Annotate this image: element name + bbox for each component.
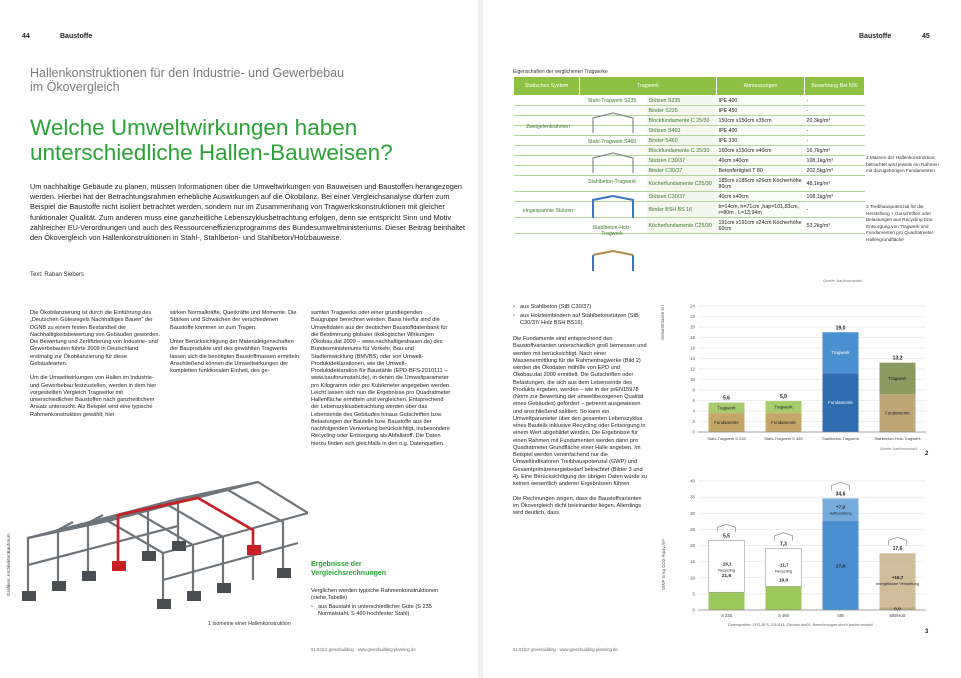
subheading: Ergebnisse der Vergleichsrechnungen xyxy=(311,561,387,577)
tick-label: 16 xyxy=(690,345,695,351)
table-header: Bewehrung Bst 500 xyxy=(805,77,865,96)
segment-label: Fundamente xyxy=(828,400,853,406)
table-row xyxy=(514,218,865,234)
herstellung-label: 21,6 xyxy=(721,574,732,580)
table-cell: Köcherfundamente C25/30 xyxy=(647,218,717,234)
tragwerk-label: Stahlbeton-Tragwerk xyxy=(588,179,636,185)
net-label: 34,6 xyxy=(835,491,846,498)
footer: 01-02|12 greenbuilding · www.greenbuilding-planning.de xyxy=(513,647,618,652)
mass-chart-source: Quelle: bauforumstahl xyxy=(880,447,918,451)
frame-icon xyxy=(718,524,736,532)
eol-label: Recycling xyxy=(718,567,735,573)
bullet-2 xyxy=(513,313,648,328)
figure-number-3: 3 xyxy=(925,629,929,635)
table-cell: - xyxy=(805,202,865,218)
table-cell: 16,7kg/m³ xyxy=(805,146,865,156)
table-cell: 48,1kg/m³ xyxy=(805,176,865,192)
table-cell xyxy=(514,96,580,106)
bullet-text: aus Baustahl in unterschiedlicher Güte (S 235 Normalstahl, S 460 hochfester Stahl) xyxy=(318,604,432,618)
table-row xyxy=(514,96,865,106)
tick-label: 40 xyxy=(690,478,695,484)
total-label: 5,9 xyxy=(780,394,787,401)
table-row xyxy=(514,192,865,202)
tragwerk-label: Stahl-Tragwerk S235 xyxy=(587,98,637,104)
table-title: Eigenschaften der verglichenen Tragwerke xyxy=(513,69,608,75)
tick-label: 4 xyxy=(692,408,695,414)
mass-chart-ylabel: Gesamtmasse in t xyxy=(660,304,665,340)
table-cell xyxy=(514,146,580,156)
category-label: Stahl-Tragwerk S 235 xyxy=(707,436,746,441)
table-cell: 150cm x150cm x35cm xyxy=(717,116,805,126)
segment-label: Fundamente xyxy=(885,410,910,416)
table-cell xyxy=(514,136,580,146)
table-cell: 185cm x185cm x26cm Köcherhöhe 80cm xyxy=(717,176,805,192)
category-label: StB/Holz xyxy=(889,613,906,618)
gwp-chart-ylabel: GWP in kg CO2-Äquiv./m² xyxy=(661,539,666,590)
table-row xyxy=(514,176,865,192)
table-cell: 108,1kg/m³ xyxy=(805,156,865,166)
net-label: 5,5 xyxy=(723,533,730,540)
table-cell: Binder BSH BS 16 xyxy=(647,202,717,218)
table-cell: IPE 330 xyxy=(717,136,805,146)
herstellung-label: 19,0 xyxy=(778,578,789,584)
bullet-text: aus Holzleimbindern auf Stahlbetonstützen (StB C30/37/ Holz BSH BS16). xyxy=(520,313,639,327)
table-header: Tragwerk xyxy=(580,77,717,96)
frame-icon xyxy=(889,537,907,545)
table-row xyxy=(514,156,865,166)
table-cell: 20,3kg/m³ xyxy=(805,116,865,126)
segment-label: Tragwerk xyxy=(888,375,907,381)
table-cell: 108,1kg/m³ xyxy=(805,192,865,202)
total-label: 5,6 xyxy=(723,395,730,402)
tick-label: 6 xyxy=(692,398,695,403)
body-column-3: samten Tragwerks oder einer grundlegenden Baugruppe berechnet werden. Basis hierfür sind die Umweltdaten aus der deutschen Baustoffdatenbank für die Bestimmung globaler ökologischer Wirkungen (Ökobau.dat 2009 – www.nachhaltigesbauen.de) des Bundesministeriums für Verkehr, Bau und Stadtentwicklung (BMVBS) oder von Umwelt-Produktdeklarationen, wie die Umwelt-Produktdeklaration für Baustähle (EPD-BFS-2010111 – www.bauforumstahl.de), in denen die Umweltparameter pro Kilogramm oder pro Kubikmeter angegeben werden. Leicht lassen sich nun die Ergebnisse pro Quadratmeter Hallenfläche ermitteln und vergleichen. Entsprechend der Lebenszyklusbetrachtung werden über das Lebensende des Gebäudes hinaus Gutschriften bzw. Belastungen der Bauteile bzw. Baustoffe aus der nachfolgenden Verwertung berücksichtigt, insbesondere Recycling oder Entsorgung als Abfallstoff. Die Daten hierzu finden sich gleichfalls in den o.g. Datenquellen. xyxy=(311,310,451,447)
table-cell: Stützen C30/37 xyxy=(647,156,717,166)
table-cell: Binder S235 xyxy=(647,106,717,116)
tragwerk-label: Stahl-Tragwerk S460 xyxy=(587,139,637,145)
body-column-3b: Verglichen werden typische Rahmenkonstruktionen (siehe Tabelle) xyxy=(311,588,439,602)
gwp-chart xyxy=(676,475,938,630)
table-cell xyxy=(514,218,580,234)
table-header: Statisches System xyxy=(514,77,580,96)
table-cell: b=14cm, h=71cm ,hap=101,83cm, r=80m , L=13,94m xyxy=(717,202,805,218)
table-cell: - xyxy=(805,136,865,146)
table-source: Quelle: bauforumstahl xyxy=(823,278,863,283)
eol-label: Aufbereitung xyxy=(829,510,852,516)
tick-label: 8 xyxy=(692,387,695,393)
table-cell: IPE 450 xyxy=(717,106,805,116)
table-cell: Stützen C30/37 xyxy=(647,192,717,202)
table-cell xyxy=(514,176,580,192)
side-note-3: 3 Treibhauspotenzial für die Herstellung + Gutschriften oder Belastungen aus Recycling bzw. Entsorgung von Tragwerk und Fundamenten pro Quadratmeter Hallengrundfläche xyxy=(866,204,934,242)
table-row xyxy=(514,106,865,116)
hall-isometric-figure xyxy=(18,395,308,635)
table-header: Abmessungen xyxy=(717,77,805,96)
tragwerk-label: Stahlbeton-Holz-Tragwerk xyxy=(592,225,632,237)
table-cell: Blockfundamente C 25/30 xyxy=(647,146,717,156)
tick-label: 5 xyxy=(692,591,695,597)
table-cell: 53,2kg/m³ xyxy=(805,218,865,234)
table-cell: Betonfertigteil T 80 xyxy=(717,166,805,176)
bullet-steel xyxy=(311,604,451,619)
net-label: 17,6 xyxy=(892,546,903,553)
total-label: 13,2 xyxy=(892,355,903,362)
eol-value: +16,7 xyxy=(891,575,904,581)
body-text: Die Fundamente sind entsprechend den Baustoffvarianten unterschiedlich groß bemessen und werden mit berücksichtigt. Nach einer Massenermittlung für die Rahmentragwerke (Bild 2) werden die Ökodaten mithilfe von EPD und Ökobau.dat 2009 ermittelt. Die Gutschriften oder Belastungen, die sich aus dem Lebensende des Produkts ergeben, werden – wie in der prEN15978 (Norm zur Bewertung der umweltbezogenen Qualität eines Gebäudes) gefordert – getrennt ausgewiesen und anschließend saldiert. So kann ein Umweltparameter über den gesamten Lebenszyklus eines Bauteils inklusive Recycling oder Entsorgung in einem Wert abgebildet werden. Die Ergebnisse für einen Rahmen mit Fundamenten werden dann pro Quadratmeter Grundfläche einer Halle angeben. Im Beispiel werden vereinfachend nur die Umweltindikatoren Treibhauspotenzial (GWP) und Gesamtprimärenergiebedarf betrachtet (Bilder 3 und 4). Eine Berücksichtigung der übrigen Daten würde zu keinen wesentlich anderen Ergebnissen führen. Die Rechnungen zeigen, dass die Baustoffvarianten im Ökovergleich dicht beieinander liegen. Allerdings wird deutlich, dass xyxy=(513,336,648,516)
segment-label: Tragwerk xyxy=(774,404,793,410)
table-cell: 191cm x191cm x24cm Köcherhöhe 60cm xyxy=(717,218,805,234)
segment-label: Fundamente xyxy=(714,420,739,426)
photo-credit: Grafiken: ArchitektenBauforum xyxy=(6,533,11,596)
system-label: eingespannte Stützen xyxy=(522,208,574,214)
bullet-icon: • xyxy=(311,604,313,610)
left-page xyxy=(0,0,478,678)
eol-label: Recycling xyxy=(775,568,792,574)
table-cell: 40cm x40cm xyxy=(717,156,805,166)
category-label: Stahl-Tragwerk S 460 xyxy=(764,436,803,441)
table-row xyxy=(514,146,865,156)
tick-label: 20 xyxy=(690,543,695,548)
tick-label: 24 xyxy=(690,303,695,309)
figure-caption: 1 Isometrie einer Hallenkonstruktion xyxy=(208,621,291,627)
footer: 01-02|12 greenbuilding · www.greenbuilding-planning.de xyxy=(311,647,416,652)
system-label: Zweigelenkrahmen xyxy=(526,124,570,130)
table-cell xyxy=(514,166,580,176)
tick-label: 14 xyxy=(690,356,695,361)
page-number: 45 xyxy=(922,33,930,40)
bullet-icon: • xyxy=(513,313,515,319)
mass-chart xyxy=(676,300,938,455)
tick-label: 22 xyxy=(690,314,695,319)
herstellung-label: 0,9 xyxy=(894,607,901,613)
frame-icon-concrete-wood xyxy=(590,250,636,272)
tick-label: 0 xyxy=(692,429,695,435)
figure-number-2: 2 xyxy=(925,451,929,457)
table-cell: 160cm x150cm x40cm xyxy=(717,146,805,156)
eol-value: -16,1 xyxy=(721,561,732,567)
table-cell: Stützen S235 xyxy=(647,96,717,106)
table-cell: - xyxy=(805,126,865,136)
herstellung-label: 27,6 xyxy=(835,564,846,570)
tick-label: 12 xyxy=(690,366,695,372)
lead-paragraph: Um nachhaltige Gebäude zu planen, müssen Informationen über die Umweltwirkungen von Bauweisen und Baustoffen herangezogen werden. Hierbei hat der Betrachtungsrahmen erhebliche Auswirkungen auf die Ökobilanz. Bei einer Vergleichsanalyse dürfen zum Beispiel die Baustoffe nicht isoliert betrachtet werden, sondern nur im Zusammenhang von Tragwerkskonstruktionen mit gleicher funktionaler Qualität. Zum anderen muss eine ganzheitliche Lebenszyklusbetrachtung erfolgen, denn sie entspricht Sinn und Motiv zahlreicher EU-Verordnungen und auch des Ressourceneffizienzprogramms des Bundesumweltministeriums. Dieser Beitrag beinhaltet den Ökovergleich von Hallenkonstruktionen in Stahl-, Stahlbeton- und Stahlbeton/Holzbauweise. xyxy=(30,182,466,243)
segment-label: Tragwerk xyxy=(717,405,736,411)
bullet-icon: • xyxy=(513,304,515,310)
category-label: Stahlbeton-Tragwerk xyxy=(822,436,859,441)
gwp-chart-source: Datenquellen: EPD-BFS-2010111, Ökobau.dat09, Berechnungen durch bauforumstahl xyxy=(728,623,873,627)
tick-label: 15 xyxy=(690,559,695,565)
tick-label: 35 xyxy=(690,494,695,500)
table-cell: - xyxy=(805,106,865,116)
table-cell: Binder S460 xyxy=(647,136,717,146)
side-note-2: 2 Massen der Hallenkonstruktion; betrachtet wird jeweils ein Rahmen mit dazugehörigen Fundamenten xyxy=(866,155,939,174)
category-label: S 460 xyxy=(778,613,789,618)
section-label: Baustoffe xyxy=(60,33,93,40)
table-cell xyxy=(514,192,580,202)
tick-label: 30 xyxy=(690,510,695,516)
frame-icon-steel-s460 xyxy=(590,152,636,174)
body-column-1: Die Ökobilanzierung ist durch die Einführung des „Deutschen Gütesiegels Nachhaltiges Bauen“ der DGNB zu einem festen Bestandteil der Nachhaltigkeitsbewertung von Gebäuden geworden. Die Bewertung und Zertifizierung von Industrie- und Gewerbebauten führte 2009 in Deutschland erstmalig zur Ökobilanzierung für diese Gebäudearten. Um die Umweltwirkungen von Hallen im Industrie- und Gewerbebau festzustellen, werden in dem hier vorgestellten Vergleich Tragwerke mit unterschiedlichen Baustoffen nach ganzheitlichem Ansatz untersucht. Als Beispiel wird eine typische Rahmenkonstruktion gewählt; hier xyxy=(30,310,160,418)
frame-icon-concrete xyxy=(590,195,636,219)
body-column-2: wirken Normalkräfte, Querkräfte und Momente. Die Stärken und Schwächen der verschiedenen Baustoffe kommen so zum Tragen. Unter Berücksichtigung der Materialeigenschaften der Bauprodukte und des gewählten Tragwerks lassen sich die benötigten Baustoffmassen ermitteln. Anschließend können die Umweltwirkungen der kompletten funktionalen Einheit, des ge- xyxy=(170,310,301,374)
table-cell: Blockfundamente C 25/30 xyxy=(647,116,717,126)
table-cell: Köcherfundamente C25/30 xyxy=(647,176,717,192)
frame-icon xyxy=(775,533,793,541)
kicker: Hallenkonstruktionen für den Industrie- und Gewerbebau im Ökovergleich xyxy=(30,66,345,94)
table-cell: - xyxy=(805,96,865,106)
tick-label: 20 xyxy=(690,324,695,330)
bullet-1 xyxy=(513,304,648,311)
table-cell: IPE 400 xyxy=(717,96,805,106)
table-cell: Stützen S460 xyxy=(647,126,717,136)
total-label: 19,0 xyxy=(835,325,846,332)
tick-label: 10 xyxy=(690,377,695,382)
bullet-text: aus Stahlbeton (StB C30/37) xyxy=(520,304,592,310)
table-cell xyxy=(514,156,580,166)
category-label: Stahlbeton-Holz-Tragwerk xyxy=(874,436,921,441)
net-label: 7,3 xyxy=(780,541,787,548)
tick-label: 18 xyxy=(690,335,695,340)
table-row xyxy=(514,136,865,146)
eol-value: +7,0 xyxy=(835,504,846,510)
table-row xyxy=(514,166,865,176)
table-cell xyxy=(514,106,580,116)
tick-label: 10 xyxy=(690,575,695,581)
eol-value: -11,7 xyxy=(778,562,789,568)
eol-label: energetische Verwertung xyxy=(875,581,920,587)
category-label: S 235 xyxy=(721,613,732,618)
category-label: StB xyxy=(837,613,844,618)
table-header-row xyxy=(514,77,865,96)
tick-label: 0 xyxy=(692,607,695,613)
table-cell: Binder C30/37 xyxy=(647,166,717,176)
segment-label: Fundamente xyxy=(771,420,796,426)
segment-label: Tragwerk xyxy=(831,350,850,356)
author: Text: Raban Siebers xyxy=(30,272,85,278)
tick-label: 25 xyxy=(690,526,695,532)
section-label: Baustoffe xyxy=(859,33,892,40)
frame-icon-steel-s235 xyxy=(590,112,636,134)
page-number: 44 xyxy=(22,33,30,40)
headline: Welche Umweltwirkungen haben unterschiedliche Hallen-Bauweisen? xyxy=(30,115,393,165)
table-cell: 202,5kg/m³ xyxy=(805,166,865,176)
tick-label: 2 xyxy=(692,419,695,424)
frame-icon xyxy=(832,482,850,490)
table-cell: 40cm x40cm xyxy=(717,192,805,202)
table-cell: IPE 400 xyxy=(717,126,805,136)
